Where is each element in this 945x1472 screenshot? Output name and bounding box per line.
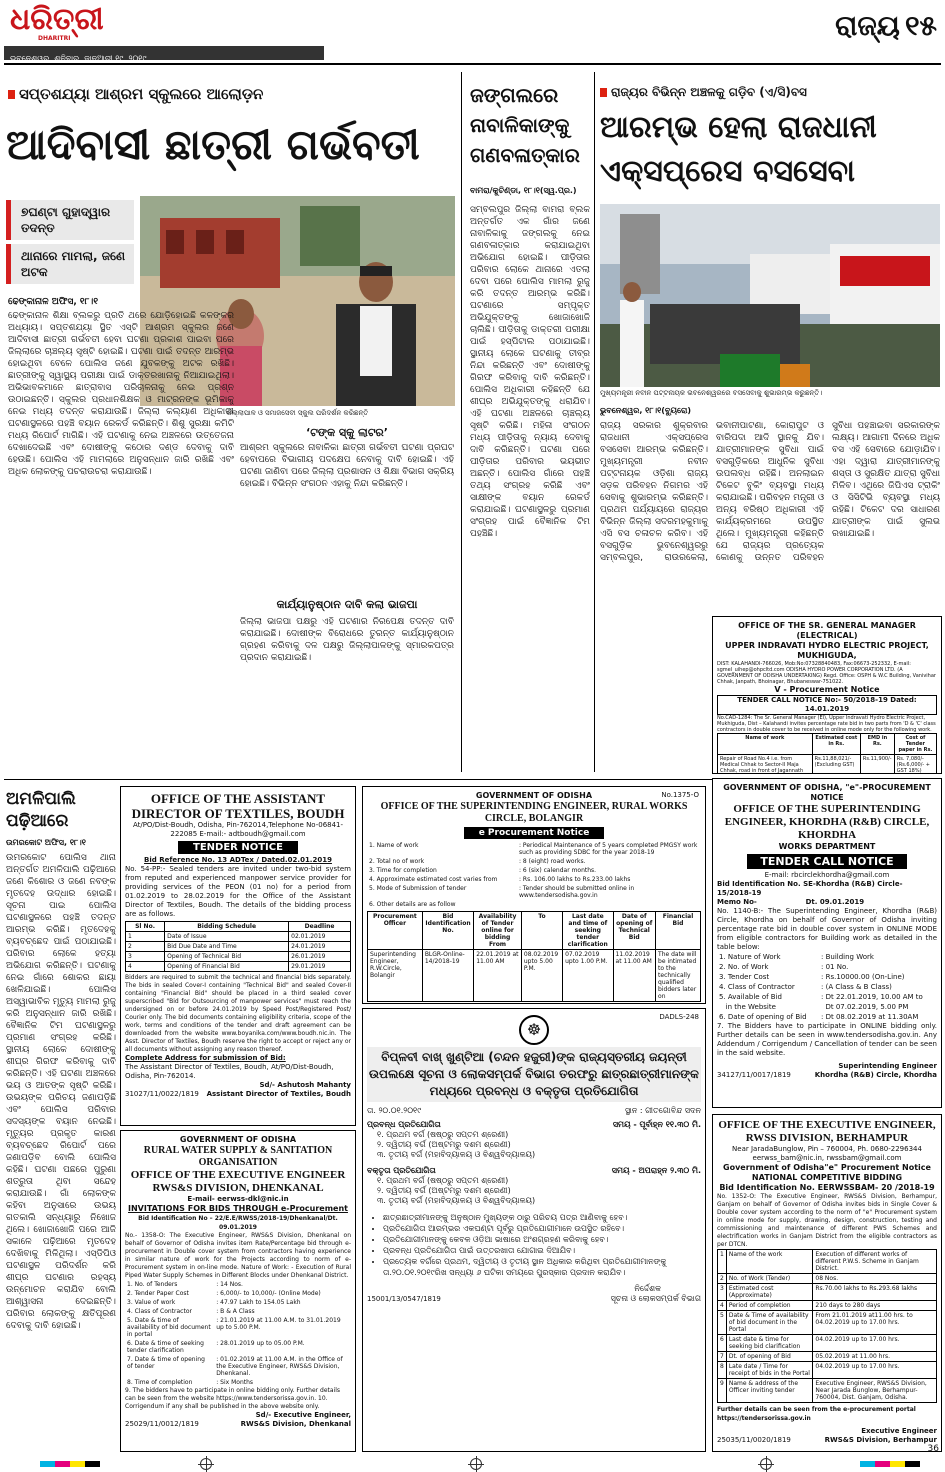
iprd-p1-time: ସମୟ - ପୂର୍ବାହ୍ନ ୧୧.୩୦ ମି. <box>612 1120 701 1129</box>
boudh-ref: Bid Reference No. 13 ADTex / Dated.02.01.2019 <box>144 856 332 864</box>
khordha-foot <box>717 1071 937 1080</box>
khordha-h1: GOVERNMENT OF ODISHA, "e"-PROCUREMENT NOTICE <box>723 783 931 802</box>
uihep-text: No.CAD-1284: The Sr. General Manager (El), Upper Indravati Hydro Electric Project, Mukhiguda, Dist – Kalahandi invites percentage rate bid in two parts from 'D & 'C' class contractors in double cover to be received in online mode only for the following work. <box>717 715 936 733</box>
boudh-sign2: Assistant Director of Textiles, Boudh <box>206 1090 351 1098</box>
dhenkanal-text: No.- 1358-O: The Executive Engineer, RWS&S Division, Dhenkanal on behalf of Governor of Odisha invites item Rate/Percentage bid through e-procurement in Double cover system from contractors having experience in similar nature of work for the Projects according to norm of e-Procurement system in on-line mode. Nature of Work: - Execution of Rural Piped Water Supply Schemes in Different Blocks under Dhenkanal District. <box>125 1232 351 1279</box>
boudh-notice: TENDER NOTICE <box>178 841 298 854</box>
berhampur-table: 1 Name of the work Execution of different works of different P.W.S. Scheme in Ganjam District. 2 No. of Work (Tender) 08 Nos. 3 Estimated cost (Approximate) Rs.70.00 lakhs to Rs.293.68 lakhs 4 Period of completion 210 days to 280 days 5 Date & Time of availability of bid document in the Portal From 21.01.2019 at11.00 hrs. to 04.02.2019 up to 17.00 hrs. 6 Last date & time for seeking bid clarification 04.02.2019 up to 17.00 hrs. 7 Dt. of opening of Bid 05.02.2019 at 11.00 hrs. 8 Late date / Time for receipt of bids in the Portal 04.02.2019 up to 17.00 hrs. 9 Name & address of the Officer inviting tender Executive Engineer, RWS&S Division, Near Jarada Bunglow, Berhampur-760004, Dist. Ganjam, Odisha. <box>717 1249 937 1403</box>
logo-subtext: DHARITRI <box>38 35 71 42</box>
story1-body: ଢେଙ୍କାନାଳ ଶିକ୍ଷା ବ୍ଲକରୁ ପ୍ରତି ଥରେ ଯୋଡ଼ିହୋଇଛି କଳଙ୍କର ଅଧ୍ୟାୟ। ସପ୍ତଶଯ୍ୟା ସ୍ଥିତ ଏସ୍‌ଟି ଆଶ୍ରମ ସ୍କୁଲର ଜଣେ ଆଦିବାସୀ ଛାତ୍ରୀ ଗର୍ଭବତୀ ହେବା ଘଟଣା ପ୍ରକାଶ ପାଇବା ପରେ ଜିଲ୍ଲାରେ ଚାଞ୍ଚଲ୍ୟ ସୃଷ୍ଟି ହୋଇଛି। ଘଟଣା ପାଇଁ ତଦନ୍ତ ଆରମ୍ଭ ହୋଇଥିବା ବେଳେ ପୋଲିସ ଜଣେ ଯୁବକଙ୍କୁ ଅଟକ ରଖିଛି। ଛାତ୍ରୀଙ୍କୁ ସ୍ୱାସ୍ଥ୍ୟ ପରୀକ୍ଷା ପାଇଁ ଡାକ୍ତରଖାନାକୁ ନିଆଯାଇଥିଲା। ଅଭିଭାବକମାନେ ଛାତ୍ରାବାସ ପରିଚାଳନାକୁ ନେଇ ପ୍ରଶ୍ନ ଉଠାଇଛନ୍ତି। ସ୍କୁଲର ପ୍ରଧାନଶିକ୍ଷକ ଓ ମାଟ୍ରନଙ୍କ ଭୂମିକାକୁ ନେଇ ମଧ୍ୟ ତଦନ୍ତ କରାଯାଉଛି। ଜିଲ୍ଲା କଲ୍ୟାଣ ଅଧିକାରୀ ଘଟଣାସ୍ଥଳରେ ପହଞ୍ଚି ବୟାନ ରେକର୍ଡ କରିଛନ୍ତି। ଶିଶୁ ସୁରକ୍ଷା କମିଟି ମଧ୍ୟ ରିପୋର୍ଟ ମାଗିଛି। ଏହି ଘଟଣାକୁ ନେଇ ଅଞ୍ଚଳରେ ଉତ୍ତେଜନା ଦେଖାଦେଇଛି ଏବଂ ଦୋଷୀଙ୍କୁ କଠୋର ଦଣ୍ଡ ଦେବାକୁ ଦାବି ହେଉଛି। ପୋଲିସ ଏହି ମାମଲାରେ ଅନୁସନ୍ଧାନ ଜାରି ରଖିଛି ଏବଂ ଅଧିକ ଲୋକଙ୍କୁ ପଚରାଉଚରା କରାଯାଉଛି। <box>8 311 234 477</box>
berhampur-addr: Near JaradaBunglow, Pin – 760004, Ph. 0680-2296344 eerwss_bam@nic.in, rwssbam@gmail.com <box>732 1145 922 1162</box>
red-bullet-icon <box>600 88 607 97</box>
dharitri-logo <box>10 2 130 46</box>
story1-dateline: ଢେଙ୍କାନାଳ ଅଫିସ, ୧୮।୧ <box>8 297 99 307</box>
page-label <box>777 4 937 52</box>
iprd-foot <box>367 1294 701 1304</box>
bolangir-rows: 1. Name of work : Periodical Maintenance of 5 years completed PMGSY work such as providing SDBC for the year 2018-19 2. Total no of work : 8 (eight) road works. 3. Time for completion : 6 (six) calendar months. 4. Approximate estimated cost varies from : Rs. 106.00 lakhs to Rs.233.00 lakhs 5. Mode of Submission of tender : Tender should be submitted online in www.tendersodisha.gov.in 6. Other details are as follow <box>369 842 698 908</box>
uihep-notice: V - Procurement Notice <box>774 685 880 694</box>
story1-sub1: ‘ଟଙ୍କ ସ୍କୁ ଲାଟର’ <box>306 426 388 439</box>
print-footer <box>0 1444 945 1472</box>
khordha-bid: Bid Identification No. SE-Khordha (R&B) Circle- 15/2018-19 <box>717 880 903 897</box>
rule-v1 <box>461 72 462 772</box>
story3-photo <box>600 204 940 400</box>
berhampur-bid: Bid Identification No. EERWSSBAM- 20 /2018-19 <box>719 1183 935 1192</box>
khordha-h2: OFFICE OF THE SUPERINTENDING ENGINEER, KHORDHA (R&B) CIRCLE, KHORDHA <box>724 803 930 841</box>
khordha-code: 34127/11/0017/1819 <box>717 1071 791 1079</box>
iprd-note: • ଛାତ୍ରଛାତ୍ରୀମାନଙ୍କୁ ଅନୁଷ୍ଠାନ ମୁଖ୍ୟଙ୍କ ଠାରୁ ପରିଚୟ ପତ୍ର ଆଣିବାକୁ ହେବ। <box>383 1212 701 1223</box>
uihep-table: Name of work Estimated cost in Rs. EMD in Rs. Cost of Tender paper in Rs. Repair of Road No.4 i.e. from Medical Chhak to Sector-II Maja Chhak, road in front of Jagannath Rs.11,88,021/- (Excluding GST) Rs.11,900/- Rs. 7,080/- (Rs.6,000/- + GST 18%) <box>717 733 937 774</box>
boudh-addr: At/PO/Dist-Boudh, Odisha, Pin-762014,Telephone No-06841-222085 E-mail:- adtboudh@gmail.com <box>132 821 344 838</box>
red-bullet-icon <box>8 90 15 99</box>
registration-mark-icon <box>760 1458 772 1470</box>
dhenkanal-h0: GOVERNMENT OF ODISHA <box>179 1135 297 1144</box>
story3-dateline: ଭୁବନେଶ୍ୱର, ୧୮।୧(ବ୍ୟୁରୋ) <box>600 406 691 415</box>
iprd-p2-head-row <box>367 1166 701 1176</box>
masthead-rule <box>4 63 941 65</box>
story1-sub2: କାର୍ଯ୍ୟାନୁଷ୍ଠାନ ଦାବି କଲା ଭାଜପା <box>276 598 418 611</box>
story1-sub2-body: ଜିଲ୍ଲା ଭାଜପା ପକ୍ଷରୁ ଏହି ଘଟଣାର ନିରପେକ୍ଷ ତଦନ୍ତ ଦାବି କରାଯାଇଛି। ଦୋଷୀଙ୍କ ବିରୋଧରେ ତୁରନ୍ତ କାର୍ଯ୍ୟାନୁଷ୍ଠାନ ଗ୍ରହଣ କରିବାକୁ ଦଳ ପକ୍ଷରୁ ଜିଲ୍ଲାପାଳଙ୍କୁ ସ୍ମାରକପତ୍ର ପ୍ରଦାନ କରାଯାଇଛି। <box>240 617 454 663</box>
iprd-p2-item: ୨. ଦ୍ୱିତୀୟ ବର୍ଗ (ଅଷ୍ଟମରୁ ଦଶମ ଶ୍ରେଣୀ) <box>377 1186 511 1195</box>
ad-dhenkanal <box>120 1130 356 1452</box>
berhampur-footer <box>717 1436 937 1445</box>
dateline-bar <box>4 46 324 63</box>
story1-sub1-body: ଆଶ୍ରମ ସ୍କୁଲରେ ନାବାଳିକା ଛାତ୍ରୀ ଗର୍ଭବତୀ ଘଟଣା ପ୍ରଘଟ ହେବାପରେ ବିଭାଗୀୟ ପଦକ୍ଷେପ ନେବାକୁ ଦାବି ହୋଇଛି। ଏହି ଘଟଣା ଜାଣିବା ପରେ ଜିଲ୍ଲା ପ୍ରଶାସନ ଓ ଶିକ୍ଷା ବିଭାଗ ସକ୍ରିୟ ହୋଇଛି। ବିଭିନ୍ନ ସଂଗଠନ ଏହାକୁ ନିନ୍ଦା କରିଛନ୍ତି। <box>240 443 454 489</box>
boudh-h1: OFFICE OF THE ASSISTANT DIRECTOR OF TEXTILES, BOUDH <box>131 791 345 821</box>
khordha-memo: Memo No- Dt. 09.01.2019 <box>717 898 865 906</box>
khordha-sign1: Superintending Engineer <box>838 1062 937 1070</box>
story1-photo-caption: ଜିଲ୍ଲାପାଳ ଓ ସମାଜସେବୀ ସ୍କୁଲ ପରିଦର୍ଶନ କରିଛନ୍ତି <box>140 406 455 420</box>
berhampur-h1: OFFICE OF THE EXECUTIVE ENGINEER, RWSS DIVISION, BERHAMPUR <box>718 1119 936 1144</box>
story4-dateline: ଉମରକୋଟ ଅଫିସ, ୧୮।୧ <box>6 838 86 847</box>
bolangir-foot1 <box>367 1002 701 1004</box>
dhenkanal-mail: E-mail- eerwss-dkl@nic.in <box>187 1195 289 1203</box>
khordha-mail: E-mail: rbcirclekhordha@gmail.com <box>764 871 890 879</box>
dhenkanal-code: 25029/11/0012/1819 <box>125 1420 199 1428</box>
berhampur-sign2: RWS&S Division, Berhampur <box>824 1436 937 1444</box>
uihep-call: TENDER CALL NOTICE No:- 50/2018-19 Dated: 14.01.2019 <box>717 695 937 715</box>
dhenkanal-sign1: Sd/- Executive Engineer, <box>255 1411 351 1419</box>
story3-kicker: ରାଜ୍ୟର ବିଭିନ୍ନ ଅଞ୍ଚଳକୁ ଗଡ଼ିବ (ଏ/ସି)ବସ <box>600 84 940 100</box>
khordha-notice: TENDER CALL NOTICE <box>747 854 907 869</box>
ad-boudh <box>120 786 356 1126</box>
story4-body: ଉମରକୋଟ ପୋଲିସ ଥାନା ଅନ୍ତର୍ଗତ ଅମଳିପାଲି ପଢ଼ିଆରେ ଜଣେ କିଶୋର ଓ ଜଣେ ନବଙ୍କ ମୃତଦେହ ଉଦ୍ଧାର ହୋଇଛି। ସୂଚନା ପାଇ ପୋଲିସ ଘଟଣାସ୍ଥଳରେ ପହଞ୍ଚି ତଦନ୍ତ ଆରମ୍ଭ କରିଛି। ମୃତଦେହକୁ ବ୍ୟବଚ୍ଛେଦ ପାଇଁ ପଠାଯାଇଛି। ପରିବାର ଲୋକେ ହତ୍ୟା ଅଭିଯୋଗ କରିଛନ୍ତି। ଘଟଣାକୁ ନେଇ ଗାଁରେ ଶୋକର ଛାୟା ଖେଳିଯାଇଛି। ପୋଲିସ ଅସ୍ୱାଭାବିକ ମୃତ୍ୟୁ ମାମଲା ରୁଜୁ କରି ଅନୁସନ୍ଧାନ ଜାରି ରଖିଛି। ବୈଜ୍ଞାନିକ ଟିମ ଘଟଣାସ୍ଥଳରୁ ପ୍ରମାଣ ସଂଗ୍ରହ କରିଛି। ସ୍ଥାନୀୟ ଲୋକେ ଦୋଷୀଙ୍କୁ ଶୀଘ୍ର ଗିରଫ କରିବାକୁ ଦାବି କରିଛନ୍ତି। ଏହି ଘଟଣା ଅଞ୍ଚଳରେ ଭୟ ଓ ଆତଙ୍କ ସୃଷ୍ଟି କରିଛି। ଉଭୟଙ୍କ ପରିଚୟ ଜଣାପଡ଼ିଛି ଏବଂ ପୋଲିସ ପରିବାର ସଦସ୍ୟଙ୍କ ବୟାନ ନେଇଛି। ମୃତ୍ୟୁର ପ୍ରକୃତ କାରଣ ବ୍ୟବଚ୍ଛେଦ ରିପୋର୍ଟ ପରେ ଜଣାପଡ଼ିବ ବୋଲି ପୋଲିସ କହିଛି। ଘଟଣା ପଛରେ ପୁରୁଣା ଶତ୍ରୁତା ଥିବା ସନ୍ଦେହ କରାଯାଉଛି। ଗାଁ ଲୋକଙ୍କ କହିବା ଅନୁସାରେ ଉଭୟ ଗତକାଲି ସନ୍ଧ୍ୟାରୁ ନିଖୋଜ ଥିଲେ। ଖୋଜାଖୋଜି ପରେ ଆଜି ସକାଳେ ପଢ଼ିଆରେ ମୃତଦେହ ଦେଖିବାକୁ ମିଳିଥିଲା। ଏସ୍‌ଡିପିଓ ଘଟଣାସ୍ଥଳ ପରିଦର୍ଶନ କରି ଶୀଘ୍ର ଘଟଣାର ରହସ୍ୟ ଉନ୍ମୋଚନ କରାଯିବ ବୋଲି ଆଶ୍ୱାସନା ଦେଇଛନ୍ତି। ପରିବାର ଲୋକଙ୍କୁ କ୍ଷତିପୂରଣ ଦେବାକୁ ଦାବି ହୋଇଛି। <box>6 853 116 1331</box>
color-swatch-strip <box>860 1461 920 1467</box>
story3-body: ରାଜ୍ୟ ସରକାର ଶୁକ୍ରବାର ରାଜଧାନୀ ଏକ୍ସପ୍ରେସ ବସସେବା ଆରମ୍ଭ କରିଛନ୍ତି। ମୁଖ୍ୟମନ୍ତ୍ରୀ ନବୀନ ପଟ୍ଟନାୟକ ଓଡ଼ିଶା ରାଜ୍ୟ ସଡ଼କ ପରିବହନ ନିଗମର ଏହି ସେବାକୁ ଶୁଭାରମ୍ଭ କରିଛନ୍ତି। ପ୍ରଥମ ପର୍ଯ୍ୟାୟରେ ରାଜ୍ୟର ବିଭିନ୍ନ ଜିଲ୍ଲା ସଦରମହକୁମାକୁ ଏସି ବସ ଚଳାଚଳ କରିବ। ଏହି ବସଗୁଡ଼ିକ ଭୁବନେଶ୍ୱରରୁ ସମ୍ବଲପୁର, ରାଉରକେଲା, ଭବାନୀପାଟଣା, କୋରାପୁଟ ଓ ବାରିପଦା ଆଦି ସ୍ଥାନକୁ ଯିବ। ଯାତ୍ରୀମାନଙ୍କ ସୁବିଧା ପାଇଁ ବସଗୁଡ଼ିକରେ ଆଧୁନିକ ସୁବିଧା ଉପଲବ୍ଧ ରହିଛି। ଅନଲାଇନ ଟିକେଟ ବୁକିଂ ବ୍ୟବସ୍ଥା ମଧ୍ୟ କରାଯାଇଛି। ପରିବହନ ମନ୍ତ୍ରୀ ଓ ଅନ୍ୟ ବରିଷ୍ଠ ଅଧିକାରୀ ଏହି କାର୍ଯ୍ୟକ୍ରମରେ ଉପସ୍ଥିତ ଥିଲେ। ମୁଖ୍ୟମନ୍ତ୍ରୀ କହିଛନ୍ତି ଯେ ରାଜ୍ୟର ପ୍ରତ୍ୟେକ କୋଣକୁ ଉନ୍ନତ ପରିବହନ ସୁବିଧା ପହଞ୍ଚାଇବା ସରକାରଙ୍କ ଲକ୍ଷ୍ୟ। ଆଗାମୀ ଦିନରେ ଅଧିକ ବସ ଏହି ସେବାରେ ଯୋଡ଼ାଯିବ। ଏହା ଦ୍ୱାରା ଯାତ୍ରୀମାନଙ୍କୁ ଶସ୍ତା ଓ ସୁରକ୍ଷିତ ଯାତ୍ରା ସୁବିଧା ମିଳିବ। ଏଥିରେ ଜିପିଏସ ଟ୍ରାକିଂ ଓ ସିସିଟିଭି ବ୍ୟବସ୍ଥା ମଧ୍ୟ ରହିଛି। ଟିକେଟ ଦର ସାଧାରଣ ଯାତ୍ରୀଙ୍କ ପାଇଁ ସୁଲଭ ରଖାଯାଇଛି। <box>600 421 940 563</box>
iprd-p1-head: ପ୍ରବନ୍ଧ ପ୍ରତିଯୋଗିତା <box>367 1120 441 1129</box>
iprd-notes <box>367 1212 701 1278</box>
registration-mark-icon <box>200 1458 212 1470</box>
iprd-note: • ପ୍ରତିଯୋଗିତା ଆରମ୍ଭର ଏକଘଣ୍ଟା ପୂର୍ବରୁ ପ୍ରତିଯୋଗୀମାନେ ଉପସ୍ଥିତ ରହିବେ। <box>383 1223 701 1234</box>
iprd-p2-item: ୩. ତୃତୀୟ ବର୍ଗ (ମହାବିଦ୍ୟାଳୟ ଓ ବିଶ୍ୱବିଦ୍ୟାଳୟ) <box>377 1196 536 1205</box>
berhampur-foot: Further details can be seen from the e-procurement portal https://tendersorissa.gov.in <box>717 1406 916 1422</box>
story4-headline: ଅମଳିପାଲି ପଢ଼ିଆରେ <box>6 789 76 831</box>
dhenkanal-text2: 9. The bidders have to participate in online bidding only. Further details can be seen from the website https://www.tendersorissa.gov.in. 10. Corrigendum if any shall be published in the above website only. <box>125 1387 341 1410</box>
boudh-code: 31027/11/0022/1819 <box>125 1090 199 1098</box>
iprd-sign2: ସୂଚନା ଓ ଲୋକସମ୍ପର୍କ ବିଭାଗ <box>610 1294 701 1303</box>
berhampur-h2: Government of Odisha"e" Procurement Notice NATIONAL COMPETITIVE BIDDING <box>723 1163 931 1182</box>
bolangir-no: No.1375-O <box>661 791 699 799</box>
dhenkanal-sign2: RWS&S Division, Dhenkanal <box>240 1420 351 1428</box>
masthead <box>0 0 945 64</box>
story3-photo-caption: ମୁଖ୍ୟମନ୍ତ୍ରୀ ନବୀନ ପଟ୍ଟନାୟକ ଭବନେଶ୍ୱରରେ ବସସେବାକୁ ଶୁଭାରମ୍ଭ କରୁଛନ୍ତି। <box>600 387 940 400</box>
iprd-p1-item: ୨. ଦ୍ୱିତୀୟ ବର୍ଗ (ଅଷ୍ଟମରୁ ଦଶମ ଶ୍ରେଣୀ) <box>377 1140 511 1149</box>
iprd-sign1: ନିର୍ଦ୍ଦେଶକ <box>634 1284 661 1293</box>
uihep-h2: UPPER INDRAVATI HYDRO ELECTRIC PROJECT, MUKHIGUDA, <box>725 641 929 660</box>
section-label: ରାଜ୍ୟ <box>835 9 900 42</box>
iprd-venue: ସ୍ଥାନ : ଗୀତଗୋବିନ୍ଦ ସଦନ <box>624 1106 701 1115</box>
dhenkanal-h1: RURAL WATER SUPPLY & SANITATION ORGANISATION <box>143 1145 333 1168</box>
boudh-foot <box>125 1090 351 1099</box>
iprd-p1-item: ୧. ପ୍ରଥମ ବର୍ଗ (ଷଷ୍ଠରୁ ସପ୍ତମ ଶ୍ରେଣୀ) <box>377 1130 509 1139</box>
boudh-addr-body: The Assistant Director of Textiles, Boudh, At/PO/Dist-Boudh, Odisha, Pin-762014. <box>125 1063 334 1080</box>
bolangir-table: Procurement Officer Bid Identification No. Availability of Tender online for bidding From To Last date and time of seeking tender clarification Date of opening of Technical Bid Financial Bid Superintending Engineer, R.W.Circle, Bolangir BLGR-Online-14/2018-19 22.01.2019 at 11.00 AM 08.02.2019 upto 5.00 P.M. 07.02.2019 upto 1.00 P.M. 11.02.2019 at 11.00 AM The date will be intimated to the technically qualified bidders later on <box>367 911 701 1002</box>
ad-bolangir <box>362 786 706 1004</box>
color-swatch-strip <box>40 1461 100 1467</box>
registration-mark-icon <box>470 1458 482 1470</box>
logo-text: ଧରିତ୍ରୀ <box>10 2 104 37</box>
khordha-text: No. 1140-B:- The Superintending Engineer, Khordha (R&B) Circle, Khordha on behalf of Governor of Odisha inviting percentage rate bid in double cover system in ONLINE MODE from eligible contractors for Building work as detailed in the table below: <box>717 907 937 951</box>
story1-bullet-1: ୭ଘଣ୍ଟା ଗୁହାଦ୍ୱାର ତଦନ୍ତ <box>6 200 134 240</box>
story1-bullet-2: ଥାନାରେ ମାମଲା, ଜଣେ ଅଟକ <box>6 244 134 284</box>
dhenkanal-bid: Bid Identification No – 22/E.E/RWSS/2018-19/Dhenkanal/Dt. 09.01.2019 <box>138 1215 338 1231</box>
rule-v2 <box>594 72 595 772</box>
boudh-addr-head: Complete Address for submission of Bid: <box>125 1054 286 1062</box>
bolangir-notice: e Procurement Notice <box>464 827 604 839</box>
iprd-date-row <box>367 1106 701 1116</box>
dhenkanal-inv: INVITATIONS FOR BIDS THROUGH e-Procurement <box>128 1204 348 1213</box>
iprd-p2-item: ୧. ପ୍ରଥମ ବର୍ଗ (ଷଷ୍ଠରୁ ସପ୍ତମ ଶ୍ରେଣୀ) <box>377 1176 509 1185</box>
iprd-code: 15001/13/0547/1819 <box>367 1295 441 1303</box>
odisha-emblem-icon: ☸ <box>519 1015 549 1045</box>
dhenkanal-foot <box>125 1420 351 1429</box>
iprd-note: • ପ୍ରତ୍ୟେକ ବର୍ଗରେ ପ୍ରଥମ, ଦ୍ୱିତୀୟ ଓ ତୃତୀୟ ସ୍ଥାନ ଅଧିକାର କରିଥିବା ପ୍ରତିଯୋଗୀମାନଙ୍କୁ ତା.୨୦.୦୧.୨୦୧୯ରିଖ ସନ୍ଧ୍ୟା ୬ ଘଟିକା ସମୟରେ ପୁରସ୍କାର ପ୍ରଦାନ କରାଯିବ। <box>383 1256 701 1278</box>
ad-berhampur <box>712 1114 942 1452</box>
folio-number: 36 <box>927 1444 939 1454</box>
khordha-sign2: Khordha (R&B) Circle, Khordha <box>814 1071 937 1079</box>
iprd-title: ବିପ୍ଳବୀ ବାଖ୍ ଖୁଣ୍ଟିଆ (ଚନ୍ଦନ ହଜୁରୀ)ଙ୍କ ରାଜ୍ୟସ୍ତରୀୟ ଜୟନ୍ତୀ ଉପଲକ୍ଷେ ସୂଚନା ଓ ଲୋକସମ୍ପର୍କ ବିଭାଗ ତରଫରୁ ଛାତ୍ରଛାତ୍ରୀମାନଙ୍କ ମଧ୍ୟରେ ପ୍ରବନ୍ଧ ଓ ବକ୍ତୃତା ପ୍ରତିଯୋଗିତା <box>367 1047 701 1102</box>
story1-bullets <box>6 200 134 290</box>
iprd-code-top: DADLS-248 <box>659 1013 699 1021</box>
berhampur-text: No. 1352-O: The Executive Engineer, RWS&S Division, Berhampur, Ganjam on behalf of Governor of Odisha invites bids in Single Cover & Double cover system according to the norm of "e" Procurement system in online mode for supply, drawing, design, construction, testing and commissioning and maintenance of different PWS Schemes and electrification works in Ganjam District from the eligible contractors as per DTCN. <box>717 1193 937 1248</box>
khordha-text2: 7. The Bidders have to participate in ONLINE bidding only. Further details can be seen in www.tendersodisha.gov.in. Any Addendum / Corrigendum / Cancellation of tender can be seen in the said website. <box>717 1022 937 1057</box>
boudh-schedule: Sl No. Bidding Schedule Deadline 1 Date of Issue 02.01.2019 2 Bid Due Date and Time 24.01.2019 3 Opening of Technical Bid 26.01.2019 4 Opening of Financial Bid 29.01.2019 <box>125 921 351 972</box>
berhampur-code: 25035/11/0020/1819 <box>717 1436 791 1444</box>
berhampur-sign1: Executive Engineer <box>861 1427 937 1435</box>
khordha-items: 1. Nature of Work : Building Work 2. No. of Work : 01 No. 3. Tender Cost : Rs.10000.00 (On-Line) 4. Class of Contractor : (A Class & B Class) 5. Available of Bid : Dt 22.01.2019, 10.00 AM to in the Website Dt 07.02.2019, 5.00 PM 6. Date of opening of Bid : Dt 08.02.2019 at 11.30AM <box>719 953 923 1021</box>
dhenkanal-h2: OFFICE OF THE EXECUTIVE ENGINEER RWS&S DIVISION, DHENKANAL <box>130 1169 346 1194</box>
dhenkanal-items: 1. No. of Tenders : 14 Nos. 2. Tender Paper Cost : 6,000/- to 10,000/- (Online Mode) 3. Value of work : 47.97 Lakh to 154.05 Lakh 4. Class of Contractor : B & A Class 5. Date & time of availability of bid document in portal : 21.01.2019 at 11.00 A.M. to 31.01.2019 up to 5.00 P.M. 6. Date & time of seeking tender clarification : 28.01.2019 up to 05.00 P.M. 7. Date & time of opening of tender : 01.02.2019 at 11.00 A.M. in the Office of the Executive Engineer, RWS&S Division, Dhenkanal. 8. Time of completion : Six Months <box>127 1281 343 1386</box>
page-number: ୧୫ <box>904 9 937 42</box>
story3-headline: ଆରମ୍ଭ ହେଲା ରାଜଧାନୀ ଏକ୍ସପ୍ରେସ ବସସେବା <box>600 110 877 189</box>
ad-khordha <box>712 778 942 1108</box>
iprd-date: ତା. ୨୦.୦୧.୨୦୧୯ <box>367 1106 422 1115</box>
dateline: ଭୁବନେଶ୍ୱର, ଶନିବାର, ଜାନୁଆରୀ ୧୯, ୨୦୧୯ <box>10 54 147 63</box>
iprd-p1-head-row <box>367 1120 701 1130</box>
story1-headline: ଆଦିବାସୀ ଛାତ୍ରୀ ଗର୍ଭବତୀ <box>6 120 420 169</box>
boudh-text: No. 54-PP:- Sealed tenders are invited under two-bid system from reputed and experienced manpower service provider for providing services of the PEON (01 no) for a period from 01.02.2019 to 28.02.2019 for the Office of the Assistant Director of Textiles, Boudh. The details of the bidding process are as follows. <box>125 865 351 918</box>
uihep-addr: DIST: KALAHANDI-766026, Mob:No:07328840483, Fax:06673-252332, E-mail: sgmel_uihep@ohpcltd.com ODISHA HYDRO POWER CORPORATION LTD. (A GOVERNMENT OF ODISHA UNDERTAKING) Regd. Office: OSPH & W.C Building, Vanivihar Chhak, Janpath, Bhoinagar, Bhubaneswar-751022. <box>717 661 936 685</box>
bolangir-h0: GOVERNMENT OF ODISHA <box>475 791 593 800</box>
iprd-p2-time: ସମୟ - ଅପରାହ୍ନ ୨.୩୦ ମି. <box>611 1166 701 1175</box>
khordha-h3: WORKS DEPARTMENT <box>778 842 876 851</box>
story2-headline: ଜଙ୍ଗଲରେ ନାବାଳିକାଙ୍କୁ ଗଣବଳାତ୍କାର <box>470 83 580 167</box>
iprd-note: • ପ୍ରତିଯୋଗୀମାନଙ୍କୁ କେବଳ ଓଡ଼ିଆ ଭାଷାରେ ଅଂଶଗ୍ରହଣ କରିବାକୁ ହେବ। <box>383 1234 701 1245</box>
iprd-p2-head: ବକ୍ତୃତା ପ୍ରତିଯୋଗିତା <box>367 1166 436 1175</box>
boudh-text2: Bidders are required to submit the technical and financial bids separately. The bids in sealed Cover-I containing "Technical Bid" and sealed Cover-II containing "Financial Bid" should be placed in a third sealed cover superscribed "Bid for Outsourcing of manpower services" must reach the undersigned on or before 24.01.2019 by Speed Post/Registered Post/ Courier only. The bid documents containing eligibility criteria, scope of the work, terms and conditions of the tender and draft agreement can be downloaded from the website www.boyanika.com/www.boudh.nic.in. The Asst. Director of Textiles, Boudh reserve the right to accept or reject any or all documents without assigning any reason thereof. <box>125 974 351 1053</box>
ad-iprd <box>362 1008 706 1452</box>
uihep-h1: OFFICE OF THE SR. GENERAL MANAGER (ELECTRICAL) <box>738 621 916 640</box>
iprd-note: • ପ୍ରବନ୍ଧ ପ୍ରତିଯୋଗିତା ପାଇଁ ଉତ୍ତରଖାତା ଯୋଗାଇ ଦିଆଯିବ। <box>383 1245 701 1256</box>
iprd-p1-item: ୩. ତୃତୀୟ ବର୍ଗ (ମହାବିଦ୍ୟାଳୟ ଓ ବିଶ୍ୱବିଦ୍ୟାଳୟ) <box>377 1150 536 1159</box>
bolangir-h1: OFFICE OF THE SUPERINTENDING ENGINEER, RURAL WORKS CIRCLE, BOLANGIR <box>380 801 688 824</box>
story1-kicker: ସପ୍ତଶଯ୍ୟା ଆଶ୍ରମ ସ୍କୁଲରେ ଆଲୋଡ଼ନ <box>8 84 448 104</box>
ad-uihep <box>712 616 942 774</box>
bus-launch-image <box>600 204 940 400</box>
story2-dateline: ବାମରା/କୁଚିଣ୍ଡା, ୧୮।୧(ସ୍ୱ.ପ୍ର.) <box>470 186 577 195</box>
boudh-sign: Sd/- Ashutosh Mahanty <box>259 1081 351 1089</box>
story2-body: ସମ୍ବଲପୁର ଜିଲ୍ଲା ବାମରା ବ୍ଲକ ଅନ୍ତର୍ଗତ ଏକ ଗାଁର ଜଣେ ନାବାଳିକାକୁ ଜଙ୍ଗଲକୁ ନେଇ ଗଣବଳାତ୍କାର କରାଯାଇଥିବା ଅଭିଯୋଗ ହୋଇଛି। ପୀଡ଼ିତାର ପରିବାର ଲୋକେ ଥାନାରେ ଏତଲା ଦେବା ପରେ ପୋଲିସ ମାମଲା ରୁଜୁ କରି ତଦନ୍ତ ଆରମ୍ଭ କରିଛି। ଘଟଣାରେ ସମ୍ପୃକ୍ତ ଅଭିଯୁକ୍ତଙ୍କୁ ଖୋଜାଖୋଜି ଚାଲିଛି। ପୀଡ଼ିତାକୁ ଡାକ୍ତରୀ ପରୀକ୍ଷା ପାଇଁ ହସ୍ପିଟାଲ ପଠାଯାଇଛି। ସ୍ଥାନୀୟ ଲୋକେ ଘଟଣାକୁ ତୀବ୍ର ନିନ୍ଦା କରିଛନ୍ତି ଏବଂ ଦୋଷୀଙ୍କୁ ଗିରଫ କରିବାକୁ ଦାବି କରିଛନ୍ତି। ପୋଲିସ ଅଧିକାରୀ କହିଛନ୍ତି ଯେ ଶୀଘ୍ର ଅଭିଯୁକ୍ତଙ୍କୁ ଧରାଯିବ। ଏହି ଘଟଣା ଅଞ୍ଚଳରେ ଚାଞ୍ଚଲ୍ୟ ସୃଷ୍ଟି କରିଛି। ମହିଳା ସଂଗଠନ ମଧ୍ୟ ପୀଡ଼ିତାକୁ ନ୍ୟାୟ ଦେବାକୁ ଦାବି କରିଛନ୍ତି। ଘଟଣା ପରେ ପୀଡ଼ିତାର ପରିବାର ଭୟଭୀତ ଅଛନ୍ତି। ପୋଲିସ ଗାଁରେ ପହଞ୍ଚି ତଥ୍ୟ ସଂଗ୍ରହ କରିଛି ଏବଂ ସାକ୍ଷୀଙ୍କ ବୟାନ ରେକର୍ଡ କରାଯାଇଛି। ଘଟଣାସ୍ଥଳରୁ ପ୍ରମାଣ ସଂଗ୍ରହ ପାଇଁ ବୈଜ୍ଞାନିକ ଟିମ ପହଞ୍ଚିଛି। <box>470 205 590 539</box>
